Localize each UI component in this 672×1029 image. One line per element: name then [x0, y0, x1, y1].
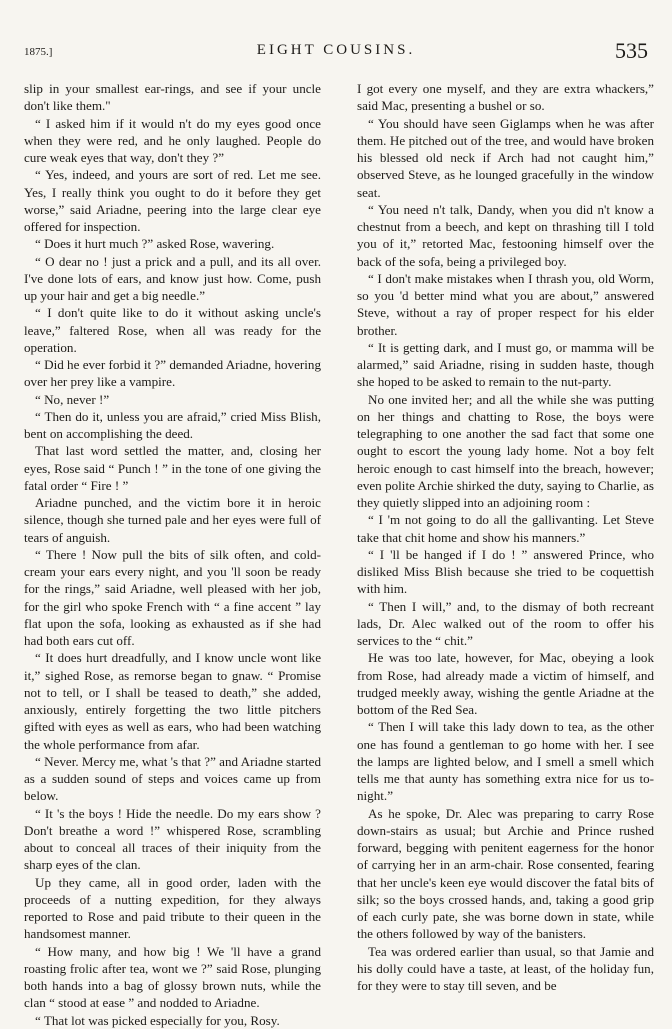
paragraph: “ Then I will,” and, to the dismay of both recreant lads, Dr. Alec walked out of the room to offer his services to the “ chit.” — [357, 598, 654, 648]
paragraph: “ There ! Now pull the bits of silk often, and cold-cream your ears every night, and you 'll soon be ready for the rings,” said Ariadne, well pleased with her job, for the girl who spoke French with “ a fine accent ” lay flat upon the sofa, looking as exhausted as if she had had both ears cut off. — [24, 546, 321, 648]
paragraph: “ It 's the boys ! Hide the needle. Do my ears show ? Don't breathe a word !” whispered Rose, scrambling about to conceal all traces of their iniquity from the sharp eyes of the clan. — [24, 805, 321, 873]
paragraph: Ariadne punched, and the victim bore it in heroic silence, though she turned pale and her eyes were full of tears of anguish. — [24, 495, 321, 545]
paragraph: “ Never. Mercy me, what 's that ?” and Ariadne started as a sudden sound of steps and voices came up from below. — [24, 753, 321, 804]
paragraph: “ It is getting dark, and I must go, or mamma will be alarmed,” said Ariadne, rising in sudden haste, though she hoped to be asked to remain to the nut-party. — [357, 339, 654, 390]
paragraph: slip in your smallest ear-rings, and see if your uncle don't like them." — [24, 81, 321, 114]
paragraph: “ No, never !” — [35, 391, 110, 407]
paragraph: Tea was ordered earlier than usual, so that Jamie and his dolly could have a taste, at least, of the holiday fun, for they were to stay till seven, and be — [357, 943, 654, 993]
paragraph: “ You need n't talk, Dandy, when you did n't know a chestnut from a beech, and kept on thrashing till I told you of it,” retorted Mac, festooning himself over the back of the sofa, being a privileged boy. — [357, 201, 654, 269]
paragraph: “ I 'll be hanged if I do ! ” answered Prince, who disliked Miss Blish because she tried to be coquettish with him. — [357, 546, 654, 597]
paragraph: Up they came, all in good order, laden with the proceeds of a nutting expedition, for they always reported to Rose and paid tribute to their queen in the handsomest manner. — [24, 874, 321, 942]
paragraph: “ I don't make mistakes when I thrash you, old Worm, so you 'd better mind what you are about,” answered Steve, without a ray of proper respect for his elder brother. — [357, 270, 654, 338]
paragraph: No one invited her; and all the while she was putting on her things and chatting to Rose, the boys were telegraphing to one another the sad fact that some one ought to escort the young lady home. Not a boy felt heroic enough to cast himself into the breach, however; even polite Archie shirked the duty, saying to Charlie, as they quietly slipped into an adjoining room : — [357, 391, 654, 510]
right-column — [357, 80, 654, 994]
paragraph: “ I 'm not going to do all the gallivanting. Let Steve take that chit home and show his manners.” — [357, 512, 654, 545]
paragraph: “ How many, and how big ! We 'll have a grand roasting frolic after tea, wont we ?” said Rose, plunging both hands into a bag of glossy brown nuts, while the clan “ stood at ease ” and nodded to Ariadne. — [24, 943, 321, 1011]
paragraph: “ I don't quite like to do it without asking uncle's leave,” faltered Rose, when all was ready for the operation. — [24, 305, 321, 355]
running-title: EIGHT COUSINS. — [256, 42, 416, 58]
paragraph: “ Then I will take this lady down to tea, as the other one has found a gentleman to go home with her. I see the lamps are lighted below, and I smell a smell which tells me that aunty has something extra nice for us to-night.” — [357, 719, 654, 804]
page-header — [24, 38, 648, 68]
page-number: 535 — [615, 38, 648, 63]
paragraph: “ O dear no ! just a prick and a pull, and its all over. I've done lots of ears, and know just how. Come, push up your hair and get a big needle.” — [24, 253, 321, 303]
paragraph: “ It does hurt dreadfully, and I know uncle wont like it,” sighed Rose, as remorse began to gnaw. “ Promise not to tell, or I shall be teased to death,” she added, anxiously, entirely forgetting the two little pitchers gifted with eyes as well as ears, who had been watching the whole performance from afar. — [24, 650, 321, 752]
header-year: 1875.] — [24, 46, 53, 58]
paragraph: As he spoke, Dr. Alec was preparing to carry Rose down-stairs as usual; but Archie and Prince rushed forward, begging with penitent eagerness for the honor of carrying her in an arm-chair. Rose consented, fearing that her uncle's keen eye would discover the fatal bits of silk; so the boys crossed hands, and, taking a good grip of each curly pate, she was borne down in state, while the others followed by way of the banisters. — [357, 805, 654, 942]
paragraph: “ Then do it, unless you are afraid,” cried Miss Blish, bent on accomplishing the deed. — [24, 408, 321, 441]
paragraph: “ You should have seen Giglamps when he was after them. He pitched out of the tree, and would have broken his blessed old neck if Arch had not caught him,” observed Steve, as he lounged gracefully in the window seat. — [357, 115, 654, 200]
paragraph: “ I asked him if it would n't do my eyes good once when they were red, and he only laughed. People do cure weak eyes that way, don't they ?” — [24, 115, 321, 165]
paragraph: That last word settled the matter, and, closing her eyes, Rose said “ Punch ! ” in the tone of one giving the fatal order “ Fire ! ” — [24, 443, 321, 493]
paragraph: He was too late, however, for Mac, obeying a look from Rose, had already made a victim of himself, and trudged meekly away, wishing the gentle Ariadne at the bottom of the Red Sea. — [357, 650, 654, 717]
left-column — [24, 80, 321, 1029]
paragraph: I got every one myself, and they are extra whackers,” said Mac, presenting a bushel or so. — [357, 81, 654, 114]
paragraph: “ That lot was picked especially for you, Rosy. — [35, 1012, 280, 1028]
paragraph: “ Did he ever forbid it ?” demanded Ariadne, hovering over her prey like a vampire. — [24, 357, 321, 390]
paragraph: “ Yes, indeed, and yours are sort of red. Let me see. Yes, I really think you ought to do it before they get worse,” said Ariadne, peering into the large clear eye offered for inspection. — [24, 167, 321, 234]
paragraph: “ Does it hurt much ?” asked Rose, wavering. — [35, 236, 275, 252]
